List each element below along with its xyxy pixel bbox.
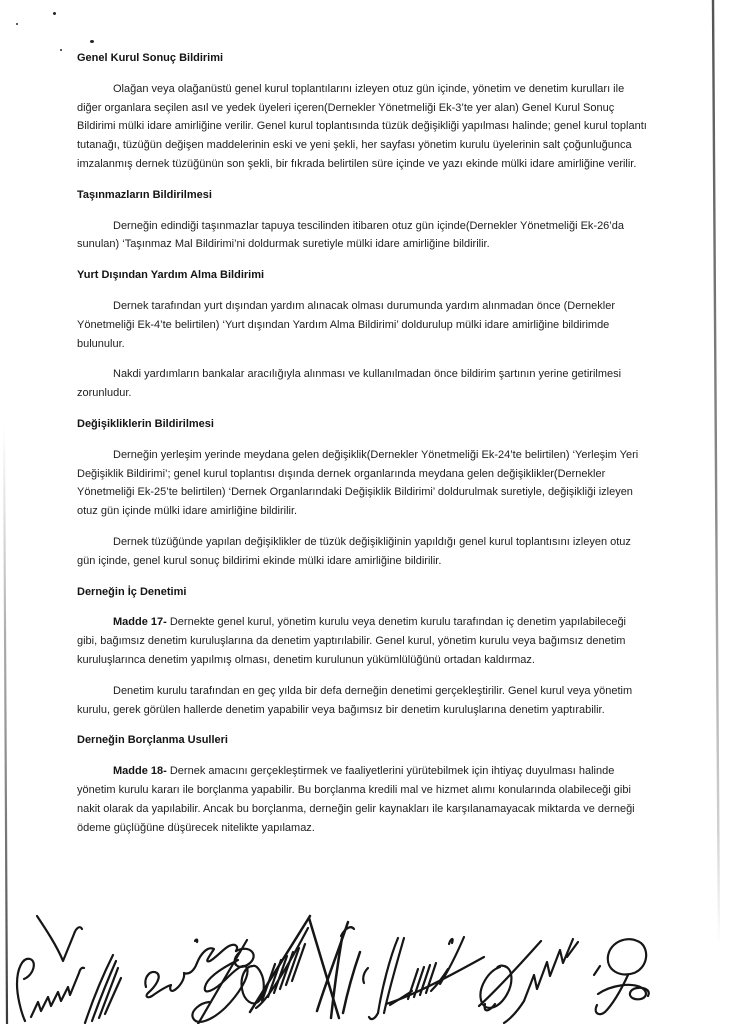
paragraph [77,217,649,255]
paragraph [77,762,649,837]
paragraph [77,80,649,174]
paragraph-lead: Madde 18- [113,765,170,778]
paragraph [77,682,649,720]
paragraph [77,297,649,353]
section-heading-genel-kurul: Genel Kurul Sonuç Bildirimi [77,52,224,64]
paragraph-text: Derneğin yerleşim yerinde meydana gelen değişiklik(Dernekler Yönetmeliği Ek-24’te belirtilen) ‘Yerleşim Yeri Değişiklik Bildirimi’; genel kurul toplantısı dışında dernek organlarında meydana gelen değişiklikler(Dernekler Yönetmeliği Ek-25’te belirtilen) ‘Dernek Organlarındaki Değişiklik Bildirimi’ doldurulmak suretiyle, değişikliği izleyen otuz gün içinde mülki idare amirliğine bildirilir. [77,448,639,518]
section-heading-degisiklikler: Değişikliklerin Bildirilmesi [77,417,214,430]
paragraph-text: Dernekte genel kurul, yönetim kurulu veya denetim kurulu tarafından iç denetim yapılabileceği gibi, bağımsız denetim kuruluşlarına da denetim yaptırılabilir. Genel kurul, yönetim kurulu veya bağımsız denetim kuruluşlarınca denetim yapılmış olması, denetim kurulunun yükümlülüğünü ortadan kaldırmaz. [77,616,626,666]
scan-speck [90,40,94,43]
scan-speck [53,12,56,15]
document-body [77,49,649,849]
paragraph [77,613,649,669]
section-heading-yurt-disi-yardim: Yurt Dışından Yardım Alma Bildirimi [77,269,265,282]
paragraph-text: Dernek amacını gerçekleştirmek ve faaliyetlerini yürütebilmek için ihtiyaç duyulması halinde yönetim kurulu kararı ile borçlanma yapabilir. Bu borçlanma kredili mal ve hizmet alımı konularında olabileceği gibi nakit olarak da yapılabilir. Ancak bu borçlanma, derneğin gelir kaynakları ile karşılanamayacak miktarda ve derneği ödeme güçlüğüne düşürecek nitelikte yapılamaz. [77,765,635,834]
paragraph [77,533,649,571]
paragraph-text: Derneğin edindiği taşınmazlar tapuya tescilinden itibaren otuz gün içinde(Dernekler Yönetmeliği Ek-26’da sunulan) ‘Taşınmaz Mal Bildirimi’ni doldurmak suretiyle mülki idare amirliğine bildirilir. [77,219,624,251]
paragraph-text: Olağan veya olağanüstü genel kurul toplantılarını izleyen otuz gün içinde, yönetim ve denetim kurulları ile diğer organlara seçilen asıl ve yedek üyeleri içeren(Dernekler Yönetmeliği Ek-3’te yer alan) Genel Kurul Sonuç Bildirimi mülki idare amirliğine verilir. Genel kurul toplantısında tüzük değişikliği yapılması halinde; genel kurul toplantı tutanağı, tüzüğün değişen maddelerinin eski ve yeni şekli, her sayfası yönetim kurulu üyelerinin salt çoğunluğunca imzalanmış dernek tüzüğünün son şekli, bir fıkrada belirtilen süre içinde ve yazı ekinde mülki idare amirliğine verilir. [77,82,647,170]
paragraph-lead: Madde 17- [113,616,170,629]
paragraph-text: Dernek tarafından yurt dışından yardım alınacak olması durumunda yardım alınmadan önce (Dernekler Yönetmeliği Ek-4’te belirtilen) ‘Yurt dışından Yardım Alma Bildirimi’ doldurulup mülki idare amirliğine bildirimde bulunulur. [77,299,615,350]
paragraph-text: Nakdi yardımların bankalar aracılığıyla alınması ve kullanılmadan önce bildirim şartının yerine getirilmesi zorunludur. [77,368,622,400]
section-heading-tasinmazlar: Taşınmazların Bildirilmesi [77,188,212,201]
paragraph [77,365,649,403]
scan-speck [16,23,18,25]
section-heading-borclanma: Derneğin Borçlanma Usulleri [77,734,228,747]
scan-speck [60,49,62,51]
paragraph-text: Dernek tüzüğünde yapılan değişiklikler de tüzük değişikliğinin yapıldığı genel kurul toplantısını izleyen otuz gün içinde, genel kurul sonuç bildirimi ekinde mülki idare amirliğine bildirilir. [77,535,631,567]
paragraph-text: Denetim kurulu tarafından en geç yılda bir defa derneğin denetimi gerçekleştirilir. Genel kurul veya yönetim kurulu, gerek görülen hallerde denetim yapabilir veya bağımsız bir denetim kuruluşlarına denetim yaptırabilir. [77,684,633,716]
section-heading-ic-denetim: Derneğin İç Denetimi [77,585,187,598]
paragraph [77,446,649,521]
